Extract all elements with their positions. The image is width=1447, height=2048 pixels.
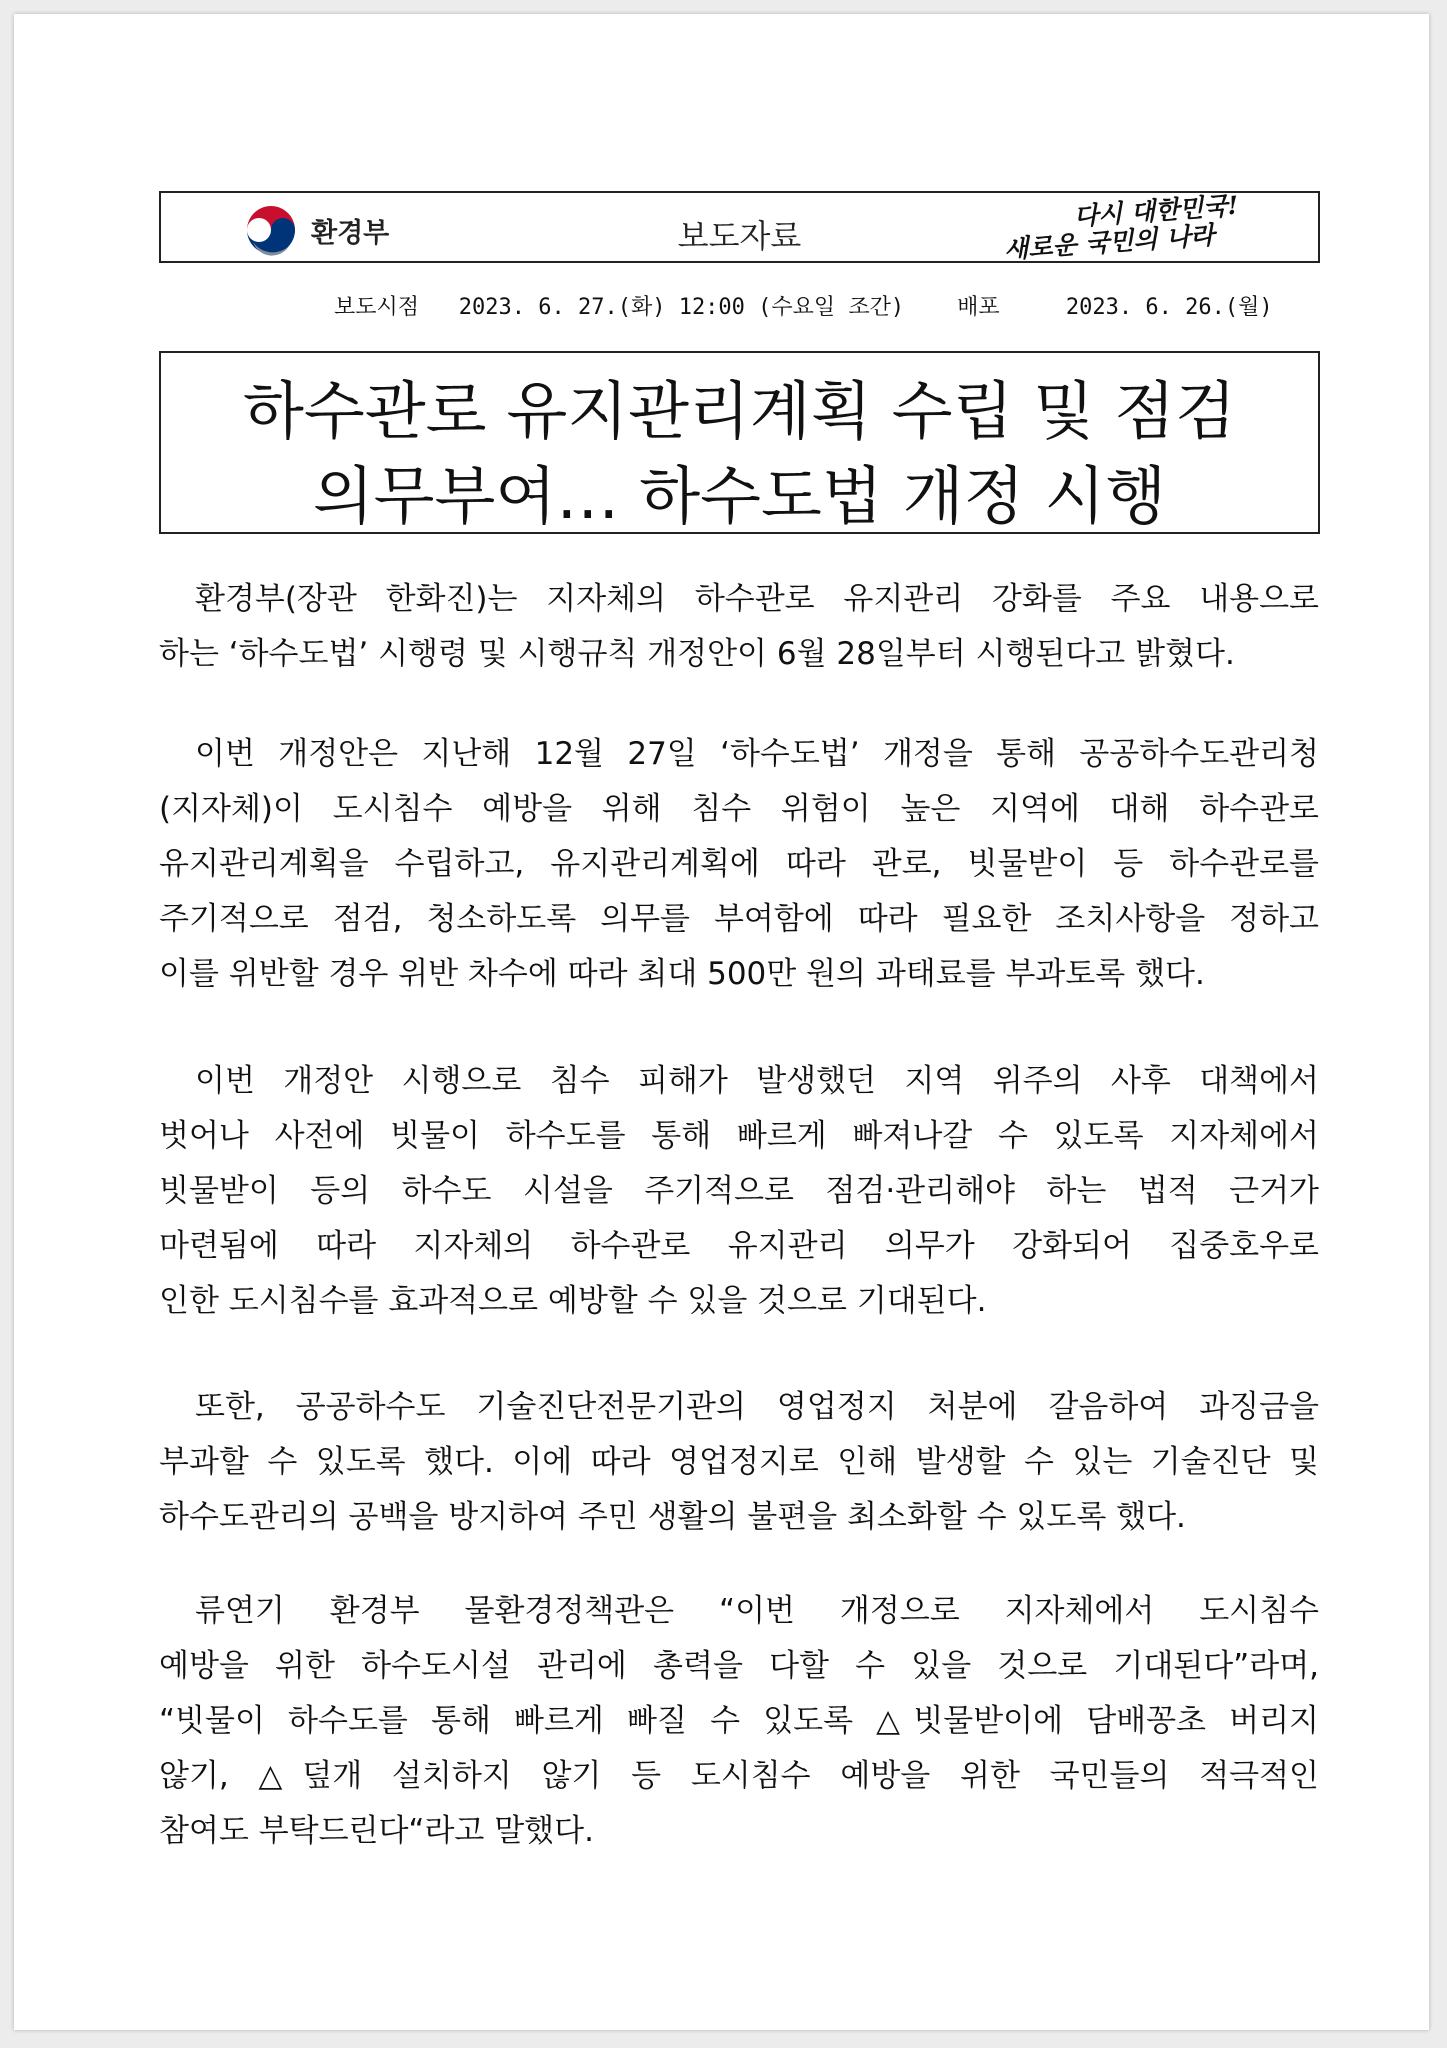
headline-line-1: 하수관로 유지관리계획 수립 및 점검	[243, 375, 1236, 448]
paragraph-line: 유지관리계획을 수립하고, 유지관리계획에 따라 관로, 빗물받이 등 하수관로를	[159, 846, 1319, 882]
paragraph-line: 하수도관리의 공백을 방지하여 주민 생활의 불편을 최소화할 수 있도록 했다.	[159, 1499, 1186, 1535]
distribution-label: 배포	[957, 295, 1000, 320]
paragraph-line: 참여도 부탁드린다“라고 말했다.	[159, 1813, 594, 1849]
press-release-page	[14, 14, 1429, 2030]
doc-type-title: 보도자료	[677, 217, 802, 255]
paragraph-line: 이번 개정안 시행으로 침수 피해가 발생했던 지역 위주의 사후 대책에서	[195, 1063, 1319, 1099]
paragraph-line: 부과할 수 있도록 했다. 이에 따라 영업정지로 인해 발생할 수 있는 기술진단 및	[159, 1444, 1319, 1480]
paragraph-line: 벗어나 사전에 빗물이 하수도를 통해 빠르게 빠져나갈 수 있도록 지자체에서	[159, 1118, 1319, 1154]
paragraph-line: 빗물받이 등의 하수도 시설을 주기적으로 점검·관리해야 하는 법적 근거가	[159, 1173, 1319, 1209]
paragraph-line: 주기적으로 점검, 청소하도록 의무를 부여함에 따라 필요한 조치사항을 정하고	[159, 901, 1319, 937]
paragraph-line: 이번 개정안은 지난해 12월 27일 ‘하수도법’ 개정을 통해 공공하수도관리청	[195, 736, 1319, 772]
paragraph-line: (지자체)이 도시침수 예방을 위해 침수 위험이 높은 지역에 대해 하수관로	[159, 791, 1319, 827]
header-box	[159, 191, 1320, 263]
paragraph-line: 않기, △덮개 설치하지 않기 등 도시침수 예방을 위한 국민들의 적극적인	[159, 1758, 1319, 1794]
slogan-line-2: 새로운 국민의 나라	[1003, 220, 1216, 265]
paragraph-line: 류연기 환경부 물환경정책관은 “이번 개정으로 지자체에서 도시침수	[195, 1593, 1319, 1629]
paragraph-line: 마련됨에 따라 지자체의 하수관로 유지관리 의무가 강화되어 집중호우로	[159, 1228, 1319, 1264]
paragraph-line: 예방을 위한 하수도시설 관리에 총력을 다할 수 있을 것으로 기대된다”라며,	[159, 1648, 1319, 1684]
paragraph-line: 하는 ‘하수도법’ 시행령 및 시행규칙 개정안이 6월 28일부터 시행된다고 밝혔다.	[159, 636, 1235, 672]
paragraph-5	[159, 1584, 1319, 1859]
paragraph-3	[159, 1054, 1319, 1329]
paragraph-4	[159, 1380, 1319, 1545]
paragraph-1	[159, 572, 1319, 682]
release-dates	[334, 290, 1334, 321]
paragraph-2	[159, 727, 1319, 1002]
paragraph-line: 또한, 공공하수도 기술진단전문기관의 영업정지 처분에 갈음하여 과징금을	[195, 1389, 1319, 1425]
release-label: 보도시점	[334, 295, 420, 320]
distribution-value: 2023. 6. 26.(월)	[1065, 295, 1273, 320]
headline-box	[159, 351, 1320, 534]
release-value: 2023. 6. 27.(화) 12:00 (수요일 조간)	[458, 295, 905, 320]
slogan-line-1: 다시 대한민국!	[1073, 190, 1240, 232]
paragraph-line: 인한 도시침수를 효과적으로 예방할 수 있을 것으로 기대된다.	[159, 1283, 987, 1319]
paragraph-line: “빗물이 하수도를 통해 빠르게 빠질 수 있도록 △빗물받이에 담배꽁초 버리지	[159, 1703, 1319, 1739]
paragraph-line: 환경부(장관 한화진)는 지자체의 하수관로 유지관리 강화를 주요 내용으로	[195, 581, 1319, 617]
headline-line-2: 의무부여… 하수도법 개정 시행	[312, 460, 1167, 533]
ministry-name: 환경부	[311, 217, 390, 249]
paragraph-line: 이를 위반할 경우 위반 차수에 따라 최대 500만 원의 과태료를 부과토록 했다.	[159, 956, 1205, 992]
